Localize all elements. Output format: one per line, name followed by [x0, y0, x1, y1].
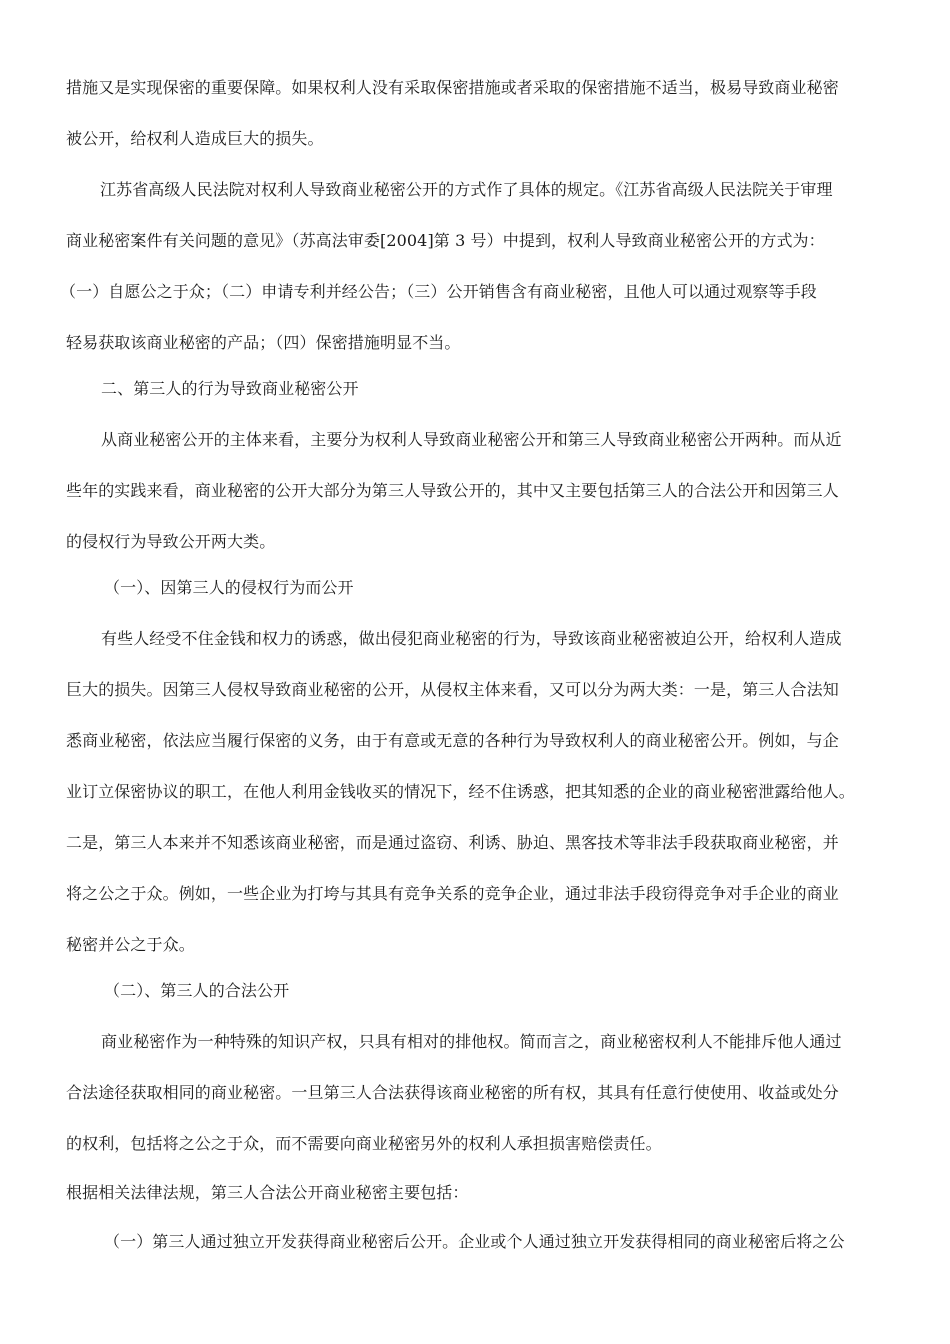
text-line: 商业秘密案件有关问题的意见》（苏高法审委[2004]第 3 号）中提到，权利人导致商业秘密公开的方式为：	[66, 231, 825, 250]
paragraph-first-line: 江苏省高级人民法院对权利人导致商业秘密公开的方式作了具体的规定。《江苏省高级人民法院关于审理	[100, 180, 833, 199]
text-line: 巨大的损失。因第三人侵权导致商业秘密的公开，从侵权主体来看，又可以分为两大类：一是，第三人合法知	[66, 680, 839, 699]
paragraph-first-line: 有些人经受不住金钱和权力的诱惑，做出侵犯商业秘密的行为，导致该商业秘密被迫公开，给权利人造成	[101, 629, 842, 648]
text-line: 业订立保密协议的职工，在他人利用金钱收买的情况下，经不住诱惑，把其知悉的企业的商业秘密泄露给他人。	[66, 782, 855, 801]
text-line: 轻易获取该商业秘密的产品；（四）保密措施明显不当。	[66, 333, 461, 352]
section-heading: 二、第三人的行为导致商业秘密公开	[101, 379, 359, 398]
text-line: 将之公之于众。例如，一些企业为打垮与其具有竞争关系的竞争企业，通过非法手段窃得竞争对手企业的商业	[66, 884, 839, 903]
text-line: 合法途径获取相同的商业秘密。一旦第三人合法获得该商业秘密的所有权，其具有任意行使使用、收益或处分	[66, 1083, 839, 1102]
text-line: 措施又是实现保密的重要保障。如果权利人没有采取保密措施或者采取的保密措施不适当，极易导致商业秘密	[66, 78, 839, 97]
text-line: 根据相关法律法规，第三人合法公开商业秘密主要包括：	[66, 1183, 469, 1202]
text-line: 二是，第三人本来并不知悉该商业秘密，而是通过盗窃、利诱、胁迫、黑客技术等非法手段获取商业秘密，并	[66, 833, 839, 852]
paragraph-first-line: 商业秘密作为一种特殊的知识产权，只具有相对的排他权。简而言之，商业秘密权利人不能排斥他人通过	[101, 1032, 842, 1051]
paragraph-first-line: 从商业秘密公开的主体来看，主要分为权利人导致商业秘密公开和第三人导致商业秘密公开两种。而从近	[101, 430, 842, 449]
text-line: 悉商业秘密，依法应当履行保密的义务，由于有意或无意的各种行为导致权利人的商业秘密公开。例如，与企	[66, 731, 839, 750]
text-line: 的权利，包括将之公之于众，而不需要向商业秘密另外的权利人承担损害赔偿责任。	[66, 1134, 662, 1153]
text-line: 秘密并公之于众。	[66, 935, 195, 954]
text-line: （一）自愿公之于众；（二）申请专利并经公告；（三）公开销售含有商业秘密，且他人可以通过观察等手段	[60, 282, 817, 301]
subsection-heading: （二）、第三人的合法公开	[104, 981, 290, 1000]
paragraph-first-line: （一）第三人通过独立开发获得商业秘密后公开。企业或个人通过独立开发获得相同的商业秘密后将之公	[104, 1232, 845, 1251]
text-line: 被公开，给权利人造成巨大的损失。	[66, 129, 324, 148]
subsection-heading: （一）、因第三人的侵权行为而公开	[104, 578, 354, 597]
text-line: 的侵权行为导致公开两大类。	[66, 532, 276, 551]
text-line: 些年的实践来看，商业秘密的公开大部分为第三人导致公开的，其中又主要包括第三人的合法公开和因第三人	[66, 481, 839, 500]
